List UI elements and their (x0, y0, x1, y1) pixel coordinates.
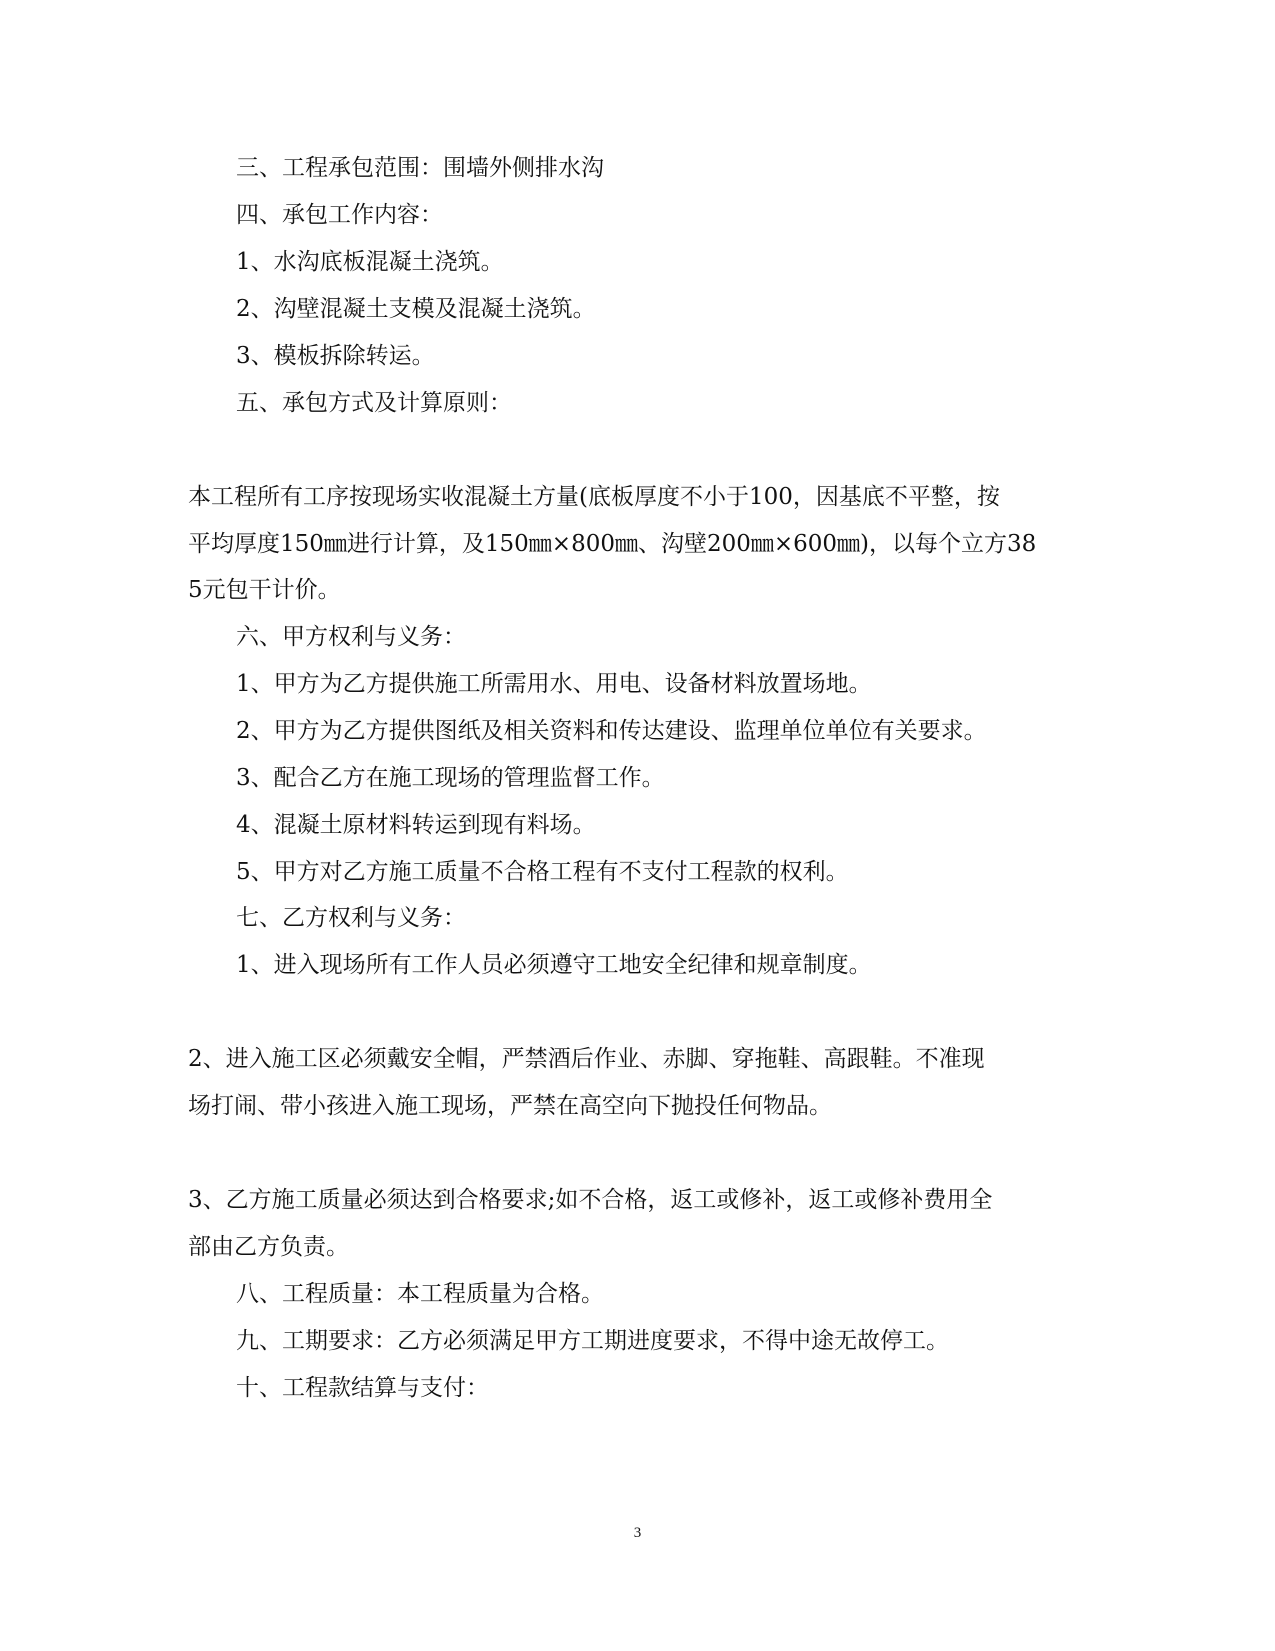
paragraph-calc-line-1: 本工程所有工序按现场实收混凝土方量(底板厚度不小于100，因基底不平整，按 (188, 484, 1000, 510)
page-number: 3 (633, 1525, 642, 1541)
party-a-item-3: 3、配合乙方在施工现场的管理监督工作。 (236, 765, 665, 791)
paragraph-calc-line-3: 5元包干计价。 (188, 577, 341, 603)
party-b-item-3-line-1: 3、乙方施工质量必须达到合格要求;如不合格，返工或修补，返工或修补费用全 (188, 1187, 993, 1213)
paragraph-calc-line-2: 平均厚度150㎜进行计算，及150㎜×800㎜、沟壁200㎜×600㎜)，以每个立方38 (188, 531, 1037, 557)
heading-schedule: 九、工期要求：乙方必须满足甲方工期进度要求，不得中途无故停工。 (236, 1328, 949, 1354)
work-item-3: 3、模板拆除转运。 (236, 343, 435, 369)
party-a-item-1: 1、甲方为乙方提供施工所需用水、用电、设备材料放置场地。 (236, 671, 872, 697)
heading-party-a: 六、甲方权利与义务： (236, 624, 466, 650)
party-b-item-2-line-2: 场打闹、带小孩进入施工现场，严禁在高空向下抛投任何物品。 (188, 1093, 832, 1119)
party-a-item-2: 2、甲方为乙方提供图纸及相关资料和传达建设、监理单位单位有关要求。 (236, 718, 987, 744)
party-a-item-5: 5、甲方对乙方施工质量不合格工程有不支付工程款的权利。 (236, 859, 849, 885)
heading-scope: 三、工程承包范围：围墙外侧排水沟 (236, 155, 604, 181)
party-b-item-3-line-2: 部由乙方负责。 (188, 1234, 349, 1260)
party-a-item-4: 4、混凝土原材料转运到现有料场。 (236, 812, 596, 838)
heading-work-content: 四、承包工作内容： (236, 202, 443, 228)
work-item-2: 2、沟壁混凝土支模及混凝土浇筑。 (236, 296, 596, 322)
party-b-item-2-line-1: 2、进入施工区必须戴安全帽，严禁酒后作业、赤脚、穿拖鞋、高跟鞋。不准现 (188, 1046, 985, 1072)
heading-party-b: 七、乙方权利与义务： (236, 905, 466, 931)
heading-quality: 八、工程质量：本工程质量为合格。 (236, 1281, 604, 1307)
party-b-item-1: 1、进入现场所有工作人员必须遵守工地安全纪律和规章制度。 (236, 952, 872, 978)
heading-settlement: 十、工程款结算与支付： (236, 1375, 489, 1401)
work-item-1: 1、水沟底板混凝土浇筑。 (236, 249, 504, 275)
heading-contract-method: 五、承包方式及计算原则： (236, 390, 512, 416)
